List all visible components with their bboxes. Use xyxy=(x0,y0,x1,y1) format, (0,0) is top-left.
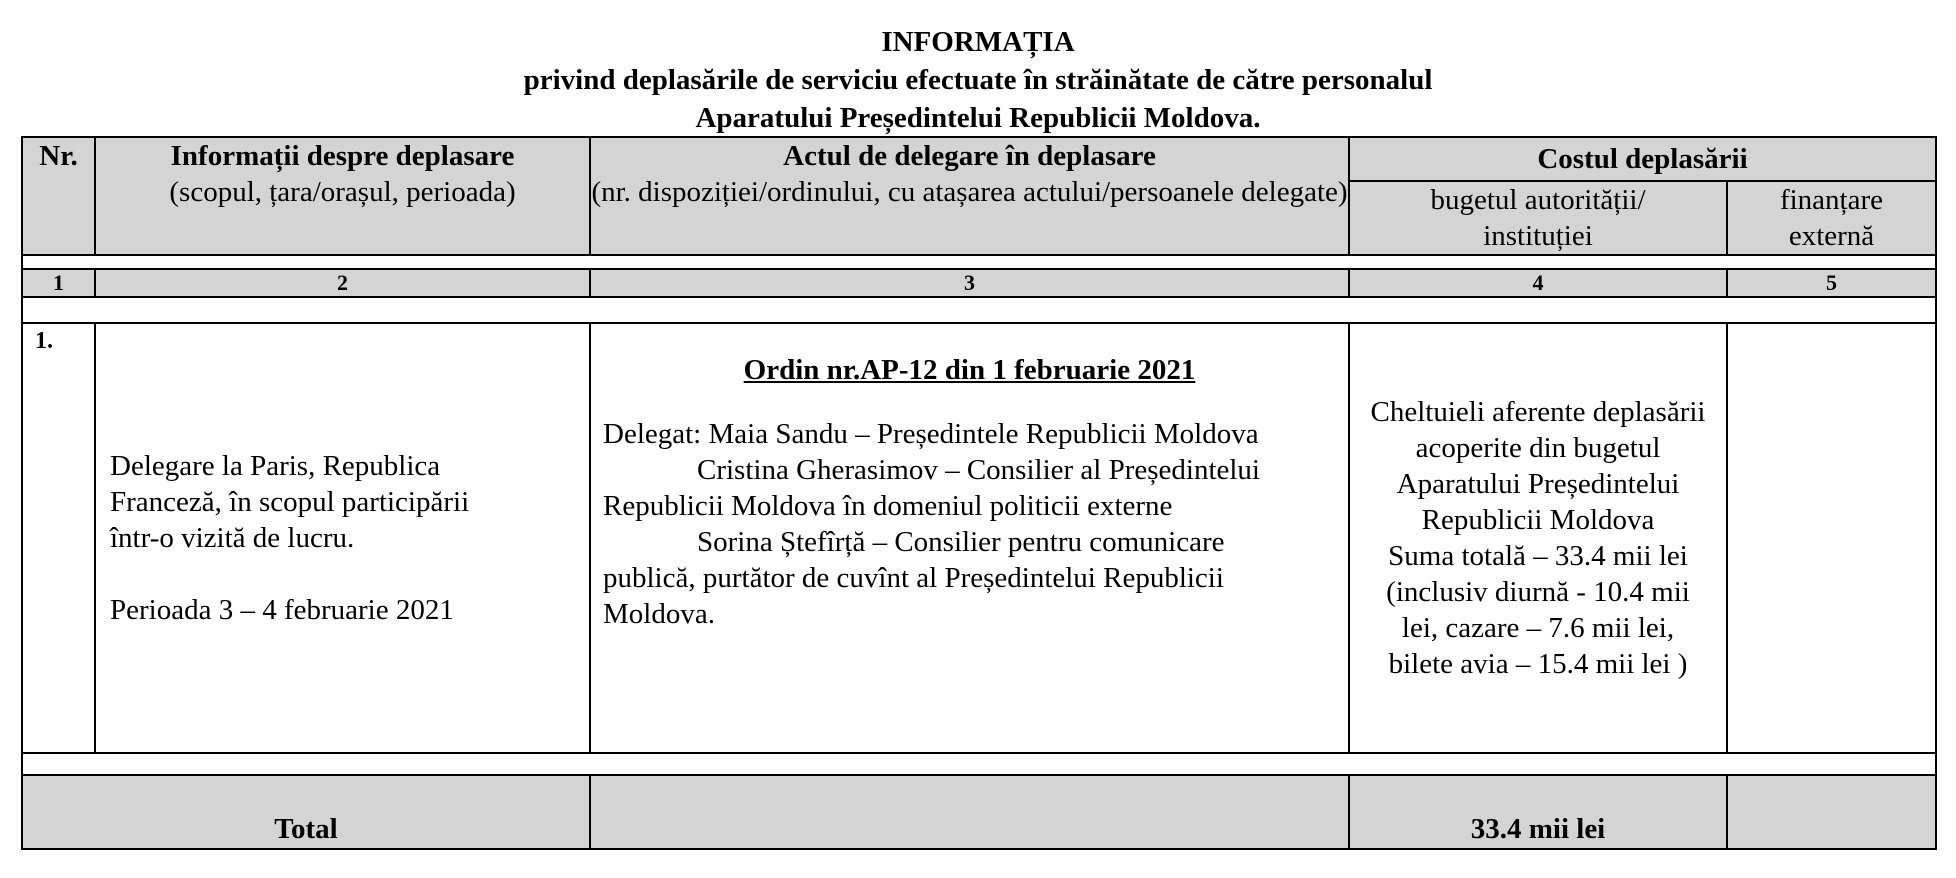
column-number: 1 xyxy=(22,269,95,297)
delegate-2-role: Republicii Moldova în domeniul politicii externe xyxy=(603,490,1173,522)
header-act: Actul de delegare în deplasare (nr. dispoziției/ordinului, cu atașarea actului/persoanele delegate) xyxy=(590,137,1349,255)
total-amount-cell xyxy=(1349,775,1727,849)
document-subtitle-line1: privind deplasările de serviciu efectuate în străinătate de către personalul xyxy=(523,64,1433,96)
column-number: 3 xyxy=(590,269,1349,297)
delegate-2-name: Cristina Gherasimov – Consilier al Președintelui xyxy=(697,454,1260,486)
total-label-cell xyxy=(22,775,590,849)
total-amount: 33.4 mii lei xyxy=(1470,813,1606,845)
travel-table xyxy=(21,136,1937,850)
document-title: INFORMAȚIA xyxy=(881,26,1075,58)
total-empty xyxy=(590,775,1349,849)
cost-description: Cheltuieli aferente deplasării acoperite din bugetul Aparatului Președintelui Republicii Moldova xyxy=(1370,396,1706,536)
header-cost-budget: bugetul autorității/ instituției xyxy=(1349,181,1727,255)
header-cost-external: finanțare externă xyxy=(1727,181,1936,255)
header-nr: Nr. xyxy=(22,137,95,255)
header-cost: Costul deplasării xyxy=(1349,137,1936,181)
column-number: 5 xyxy=(1727,269,1936,297)
row-nr: 1. xyxy=(22,323,95,753)
trip-period: Perioada 3 – 4 februarie 2021 xyxy=(110,594,454,626)
total-label: Total xyxy=(274,813,338,845)
delegate-1: Delegat: Maia Sandu – Președintele Republicii Moldova xyxy=(603,418,1259,450)
column-number: 4 xyxy=(1349,269,1727,297)
spacer-row xyxy=(22,753,1936,775)
header-info: Informații despre deplasare (scopul, țara/orașul, perioada) xyxy=(95,137,590,255)
column-number: 2 xyxy=(95,269,590,297)
row-cost-external xyxy=(1727,323,1936,753)
spacer-row xyxy=(22,297,1936,323)
trip-description: Delegare la Paris, Republica Franceză, în scopul participării într-o vizită de lucru. xyxy=(110,450,470,554)
row-act xyxy=(590,323,1349,753)
row-cost-budget xyxy=(1349,323,1727,753)
spacer-row xyxy=(22,255,1936,269)
total-external xyxy=(1727,775,1936,849)
document-subtitle-line2: Aparatului Președintelui Republicii Moldova. xyxy=(695,102,1261,134)
delegate-3-name: Sorina Ștefîrță – Consilier pentru comunicare xyxy=(697,526,1225,558)
cost-detail: (inclusiv diurnă - 10.4 mii lei, cazare – 7.6 mii lei, bilete avia – 15.4 mii lei ) xyxy=(1386,576,1690,680)
row-info xyxy=(95,323,590,753)
order-title: Ordin nr.AP-12 din 1 februarie 2021 xyxy=(743,354,1196,386)
cost-sum: Suma totală – 33.4 mii lei xyxy=(1388,540,1688,572)
delegate-3-role: publică, purtător de cuvînt al Președintelui Republicii Moldova. xyxy=(603,562,1224,630)
